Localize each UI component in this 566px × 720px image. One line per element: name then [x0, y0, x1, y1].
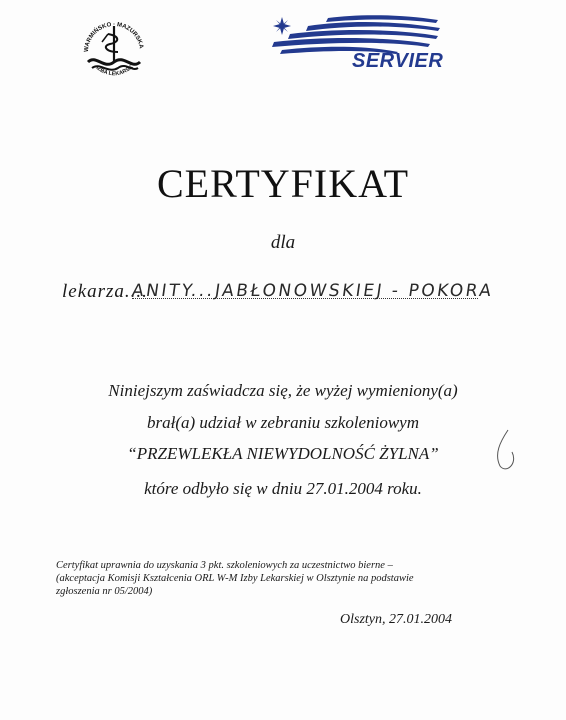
medical-chamber-seal-logo: [74, 12, 154, 82]
body-line-1: Niniejszym zaświadcza się, że wyżej wymieniony(a): [108, 381, 458, 400]
footnote: [56, 559, 476, 598]
place-and-date: Olsztyn, 27.01.2004: [340, 612, 452, 627]
svg-text:WARMIŃSKO · MAZURSKA: WARMIŃSKO · MAZURSKA: [83, 21, 144, 53]
svg-text:IZBA LEKARSKA: IZBA LEKARSK: [94, 64, 135, 78]
doctor-name-handwritten: ANITY...JABŁONOWSKIEJ - POKORA: [130, 281, 495, 301]
training-topic: “PRZEWLEKŁA NIEWYDOLNOŚĆ ŻYLNA”: [127, 444, 439, 463]
servier-brand-text: SERVIER: [352, 50, 444, 72]
for-label: dla: [270, 232, 296, 253]
body-line-2: brał(a) udział w zebraniu szkoleniowym: [147, 413, 419, 432]
pen-mark-icon: [490, 428, 524, 472]
footnote-line-3: zgłoszenia nr 05/2004): [56, 586, 153, 597]
footnote-line-2: (akceptacja Komisji Kształcenia ORL W-M Izby Lekarskiej w Olsztynie na podstawie: [56, 573, 414, 584]
certificate-title: CERTYFIKAT: [156, 161, 410, 206]
body-line-4: które odbyło się w dniu 27.01.2004 roku.: [144, 479, 422, 498]
footnote-line-1: Certyfikat uprawnia do uzyskania 3 pkt. szkoleniowych za uczestnictwo bierne –: [56, 560, 393, 571]
doctor-label-text: lekarza....: [62, 281, 148, 302]
